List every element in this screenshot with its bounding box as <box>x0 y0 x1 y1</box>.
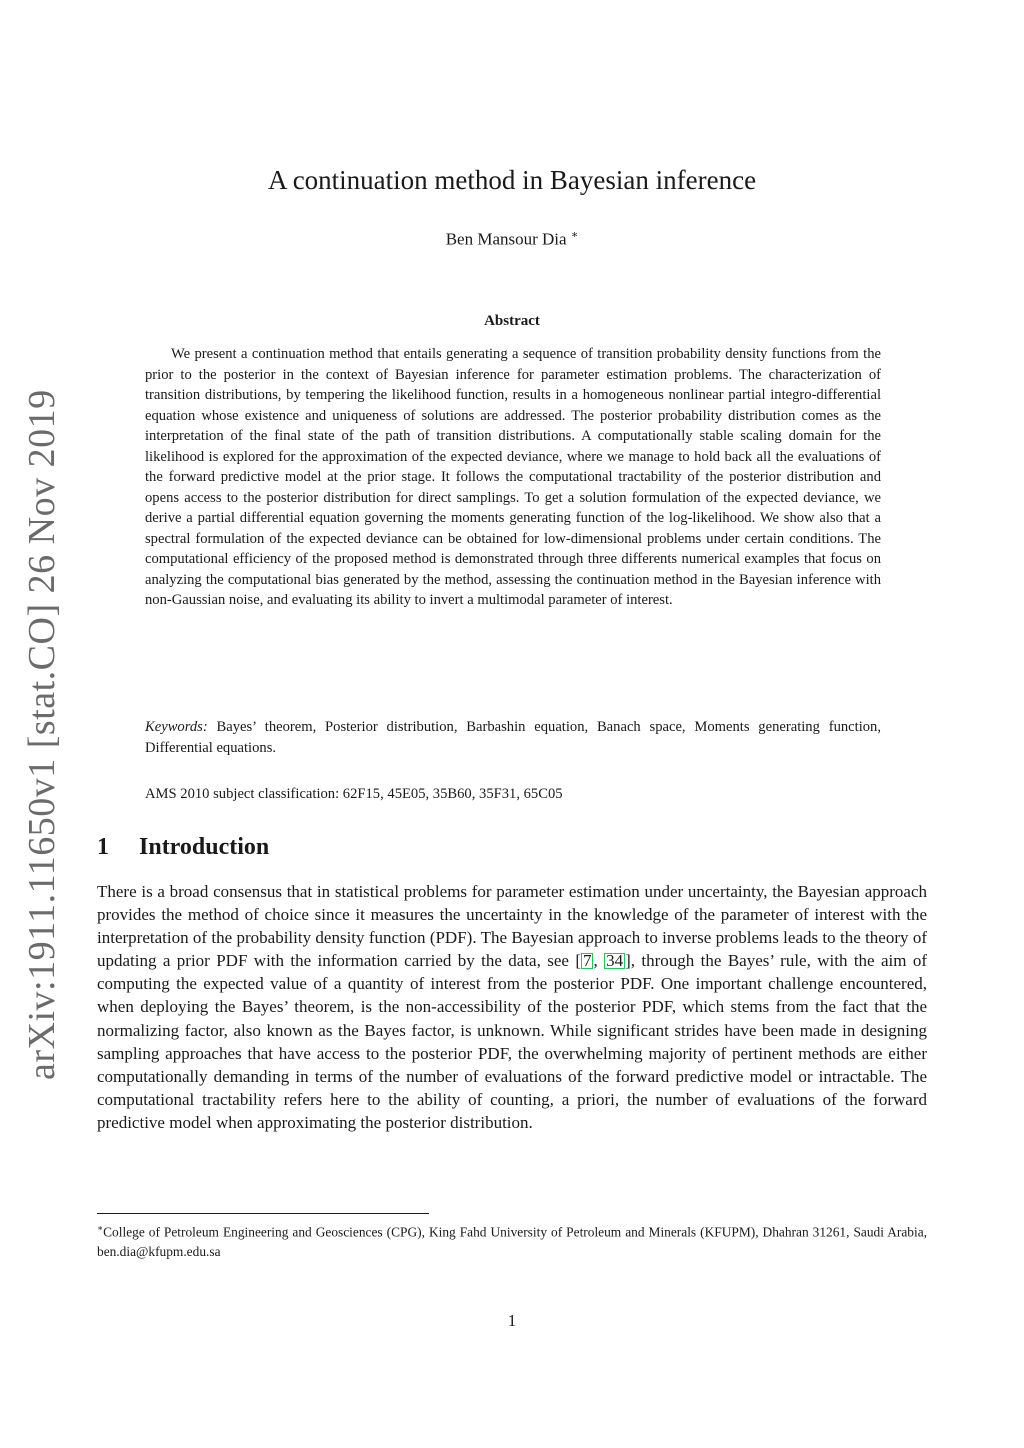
section-heading-introduction <box>97 834 269 861</box>
citation-separator: , <box>593 951 605 971</box>
author-name: Ben Mansour Dia <box>445 229 567 249</box>
author-footnote-mark[interactable]: ∗ <box>570 229 579 241</box>
author-line <box>0 228 1024 250</box>
footnote-text: College of Petroleum Engineering and Geosciences (CPG), King Fahd University of Petroleum and Minerals (KFUPM), Dhahran 31261, Saudi Arabia, ben.dia@kfupm.edu.sa <box>97 1224 927 1259</box>
keywords-line <box>145 717 881 758</box>
keywords-label: Keywords: <box>145 719 208 735</box>
section-title: Introduction <box>139 834 270 860</box>
abstract-heading: Abstract <box>484 313 540 329</box>
abstract-text: We present a continuation method that entails generating a sequence of transition probability density functions from the prior to the posterior in the context of Bayesian inference for parameter estimation problems. The characterization of transition distributions, by tempering the likelihood function, results in a homogeneous nonlinear partial integro-differential equation whose existence and uniqueness of solutions are addressed. The posterior probability distribution comes as the interpretation of the final state of the path of transition distributions. A computationally stable scaling domain for the likelihood is explored for the approximation of the expected deviance, where we manage to hold back all the evaluations of the forward predictive model at the prior stage. It follows the computational tractability of the posterior distribution and opens access to the posterior distribution for direct samplings. To get a solution formulation of the expected deviance, we derive a partial differential equation governing the moments generating function of the log-likelihood. We show also that a spectral formulation of the expected deviance can be obtained for low-dimensional problems under certain conditions. The computational efficiency of the proposed method is demonstrated through three differents numerical examples that focus on analyzing the computational bias generated by the method, assessing the continuation method in the Bayesian inference with non-Gaussian noise, and evaluating its ability to invert a multimodal parameter of interest. <box>145 346 881 608</box>
citation-link-7[interactable]: 7 <box>582 951 592 971</box>
affiliation-footnote <box>97 1219 927 1261</box>
keywords-text: Bayes’ theorem, Posterior distribution, Barbashin equation, Banach space, Moments generating function, Differential equations. <box>145 719 881 756</box>
page-number: 1 <box>507 1311 517 1330</box>
intro-text-before-citation: There is a broad consensus that in statistical problems for parameter estimation under uncertainty, the Bayesian approach provides the method of choice since it measures the uncertainty in the knowledge of the parameter of interest with the interpretation of the probability density function (PDF). The Bayesian approach to inverse problems leads to the theory of updating a prior PDF with the information carried by the data, see [ <box>97 882 927 971</box>
arxiv-identifier-stamp: arXiv:1911.11650v1 [stat.CO] 26 Nov 2019 <box>21 389 63 1080</box>
ams-classification: AMS 2010 subject classification: 62F15, 45E05, 35B60, 35F31, 65C05 <box>145 786 563 802</box>
paper-title: A continuation method in Bayesian inference <box>267 165 757 195</box>
citation-link-34[interactable]: 34 <box>606 951 624 971</box>
footnote-divider <box>97 1213 429 1214</box>
section-number: 1 <box>97 834 109 860</box>
intro-text-after-citation: ], through the Bayes’ rule, with the aim of computing the expected value of a quantity of interest from the posterior PDF. One important challenge encountered, when deploying the Bayes’ theorem, is the non-accessibility of the posterior PDF, which stems from the fact that the normalizing factor, also known as the Bayes factor, is unknown. While significant strides have been made in designing sampling approaches that have access to the posterior PDF, the overwhelming majority of pertinent methods are either computationally demanding in terms of the number of evaluations of the forward predictive model or intractable. The computational tractability refers here to the ability of counting, a priori, the number of evaluations of the forward predictive model when approximating the posterior distribution. <box>97 951 928 1132</box>
footnote-mark: ∗ <box>97 1223 104 1233</box>
introduction-paragraph <box>97 880 927 1134</box>
